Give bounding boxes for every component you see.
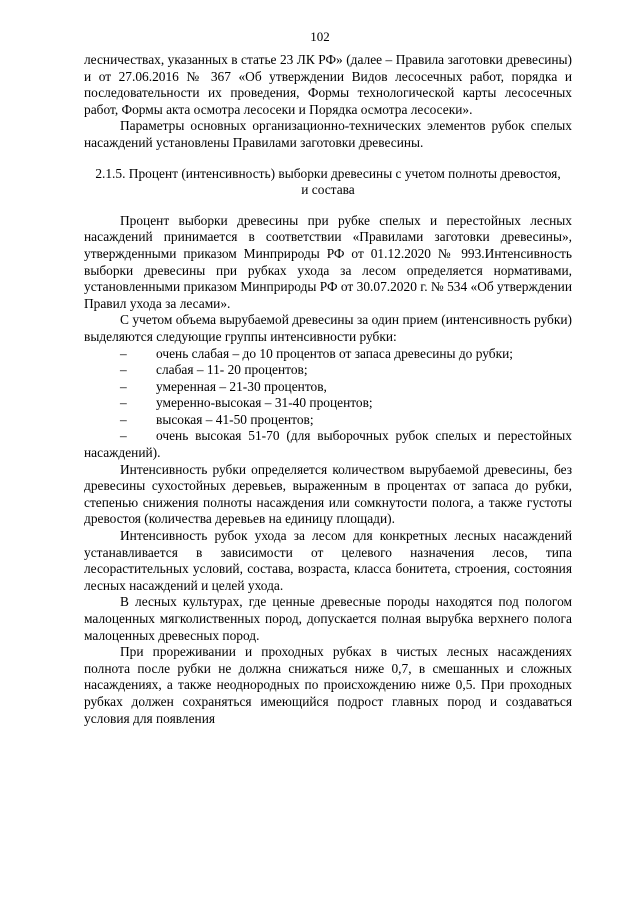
intensity-list [84,346,572,462]
list-item: – очень высокая 51-70 (для выборочных рубок спелых и перестойных насаждений). [84,428,572,461]
list-item: – слабая – 11- 20 процентов; [120,362,308,378]
dash-marker: – [120,411,127,427]
section-heading: 2.1.5. Процент (интенсивность) выборки древесины с учетом полноты древостоя, и состава [95,165,561,198]
paragraph-selection-percent: Процент выборки древесины при рубке спелых и перестойных лесных насаждений принимается в соответствии «Правилами заготовки древесины», утвержденными приказом Минприроды РФ от 01.12.2020 № 993.Интенсивность выборки древесины при рубках ухода за лесом определяется нормативами, установленными приказом Минприроды РФ от 30.07.2020 г. № 534 «Об утверждении Правил ухода за лесами». [84,212,572,311]
dash-marker: – [120,362,127,378]
list-item: – умеренная – 21-30 процентов, [120,378,327,394]
paragraph-forest-cultures: В лесных культурах, где ценные древесные породы находятся под пологом малоценных мягколиственных пород, допускается полная вырубка верхнего полога малоценных древесных пород. [84,594,572,643]
paragraph-continuation: лесничествах, указанных в статье 23 ЛК РФ» (далее – Правила заготовки древесины) и от 27.06.2016 № 367 «Об утверждении Видов лесосечных работ, порядка и последовательности их проведения, Формы технологической карты лесосечных работ, Формы акта осмотра лесосеки и Порядка осмотра лесосеки». [84,52,572,117]
paragraph-thinning-density: При прореживании и проходных рубках в чистых лесных насаждениях полнота после рубки не должна снижаться ниже 0,7, в смешанных и сложных насаждениях, а также неоднородных по происхождению ниже 0,5. При проходных рубках должен сохраняться имеющийся подрост главных пород и создаваться условия для появления [84,644,572,726]
document-body [84,52,572,727]
list-item: – умеренно-высокая – 31-40 процентов; [120,395,373,411]
paragraph-intensity-groups: С учетом объема вырубаемой древесины за один прием (интенсивность рубки) выделяются следующие группы интенсивности рубки: [84,312,572,344]
dash-marker: – [120,378,127,394]
dash-marker: – [120,345,127,361]
dash-marker: – [120,395,127,411]
list-item: – очень слабая – до 10 процентов от запаса древесины до рубки; [120,345,513,361]
dash-marker: – [120,428,127,444]
page-number: 102 [310,29,330,44]
paragraph-parameters: Параметры основных организационно-технических элементов рубок спелых насаждений установлены Правилами заготовки древесины. [84,118,572,150]
paragraph-thinning-intensity: Интенсивность рубок ухода за лесом для конкретных лесных насаждений устанавливается в зависимости от целевого назначения лесов, типа лесорастительных условий, состава, возраста, класса бонитета, строения, состояния лесных насаждений и целей ухода. [84,528,572,593]
list-item: – высокая – 41-50 процентов; [120,411,314,427]
paragraph-intensity-definition: Интенсивность рубки определяется количеством вырубаемой древесины, без древесины сухостойных деревьев, выраженным в процентах от запаса до рубки, степенью снижения полноты насаждения или сомкнутости полога, а также густоты древостоя (количества деревьев на единицу площади). [84,461,572,527]
